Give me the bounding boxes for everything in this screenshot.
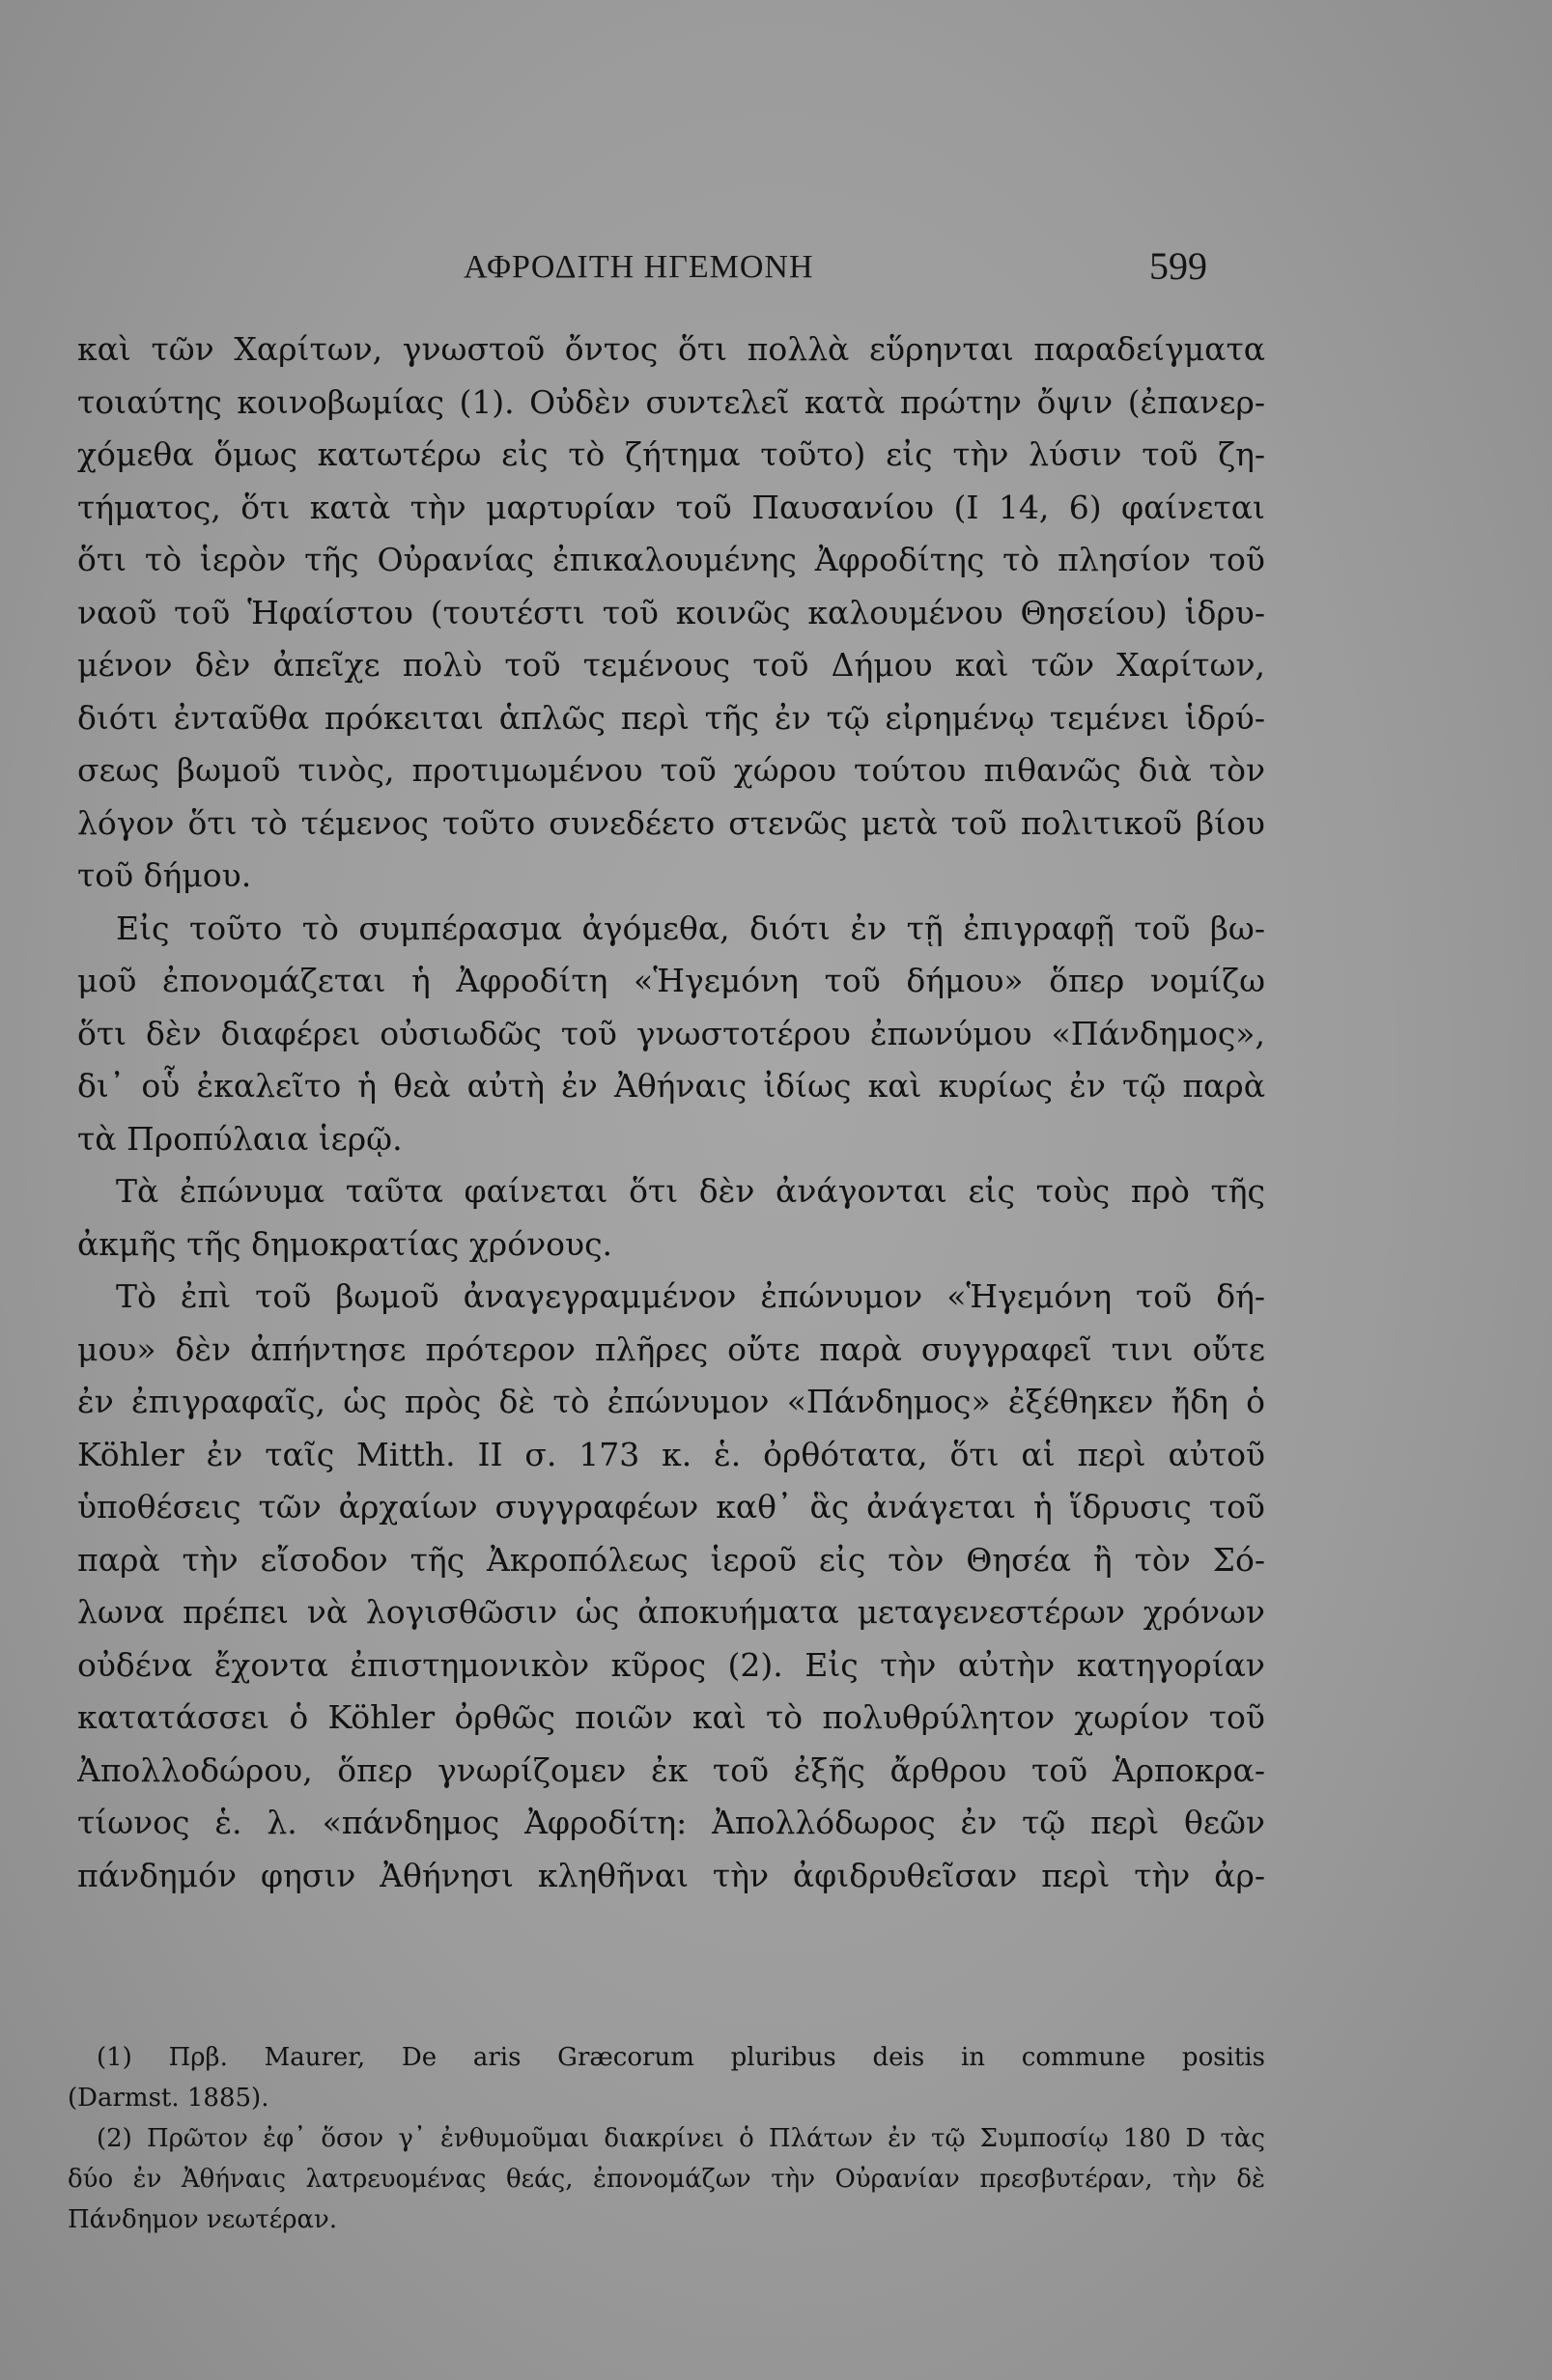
text-line bbox=[77, 1902, 1265, 1955]
text-line: ναοῦ τοῦ Ἡφαίστου (τουτέστι τοῦ κοινῶς καλουμένου Θησείου) ἱδρυ- bbox=[77, 593, 1265, 631]
text-line: τοιαύτης κοινοβωμίας (1). Οὐδὲν συντελεῖ κατὰ πρώτην ὄψιν (ἐπανερ- bbox=[77, 382, 1265, 421]
text-line: μένον δὲν ἀπεῖχε πολὺ τοῦ τεμένους τοῦ Δήμου καὶ τῶν Χαρίτων, bbox=[77, 646, 1265, 684]
text-line: λωνα πρέπει νὰ λογισθῶσιν ὡς ἀποκυήματα μεταγενεστέρων χρόνων bbox=[77, 1593, 1265, 1631]
text-line: ὅτι τὸ ἱερὸν τῆς Οὐρανίας ἐπικαλουμένης Ἀφροδίτης τὸ πλησίον τοῦ bbox=[77, 541, 1265, 578]
text-line: τίωνος ἑ. λ. «πάνδημος Ἀφροδίτη: Ἀπολλόδωρος ἐν τῷ περὶ θεῶν bbox=[77, 1804, 1265, 1841]
text-line: μοῦ ἐπονομάζεται ἡ Ἀφροδίτη «Ἡγεμόνη τοῦ δήμου» ὅπερ νομίζω bbox=[77, 962, 1265, 999]
page-header bbox=[0, 239, 1552, 297]
text-line: μου» δὲν ἀπήντησε πρότερον πλῆρες οὔτε παρὰ συγγραφεῖ τινι οὔτε bbox=[77, 1330, 1265, 1368]
text-line: πάνδημόν φησιν Ἀθήνησι κληθῆναι τὴν ἀφιδρυθεῖσαν περὶ τὴν ἀρ- bbox=[77, 1856, 1265, 1894]
page-number: 599 bbox=[1149, 244, 1207, 288]
footnote-line: (1) Πρβ. Maurer, De aris Græcorum pluribus deis in commune positis bbox=[97, 2043, 1265, 2072]
text-line: Εἰς τοῦτο τὸ συμπέρασμα ἀγόμεθα, διότι ἐν τῇ ἐπιγραφῇ τοῦ βω- bbox=[116, 909, 1265, 947]
text-line: τὰ Προπύλαια ἱερῷ. bbox=[77, 1119, 403, 1158]
text-line: παρὰ τὴν εἴσοδον τῆς Ἀκροπόλεως ἱεροῦ εἰς τὸν Θησέα ἢ τὸν Σό- bbox=[77, 1540, 1265, 1579]
text-line: καὶ τῶν Χαρίτων, γνωστοῦ ὄντος ὅτι πολλὰ εὕρηνται παραδείγματα bbox=[77, 330, 1265, 368]
text-line: διότι ἐνταῦθα πρόκειται ἁπλῶς περὶ τῆς ἐν τῷ εἰρημένῳ τεμένει ἱδρύ- bbox=[77, 698, 1265, 737]
footnotes bbox=[68, 2037, 1265, 2240]
text-line: λόγον ὅτι τὸ τέμενος τοῦτο συνεδέετο στενῶς μετὰ τοῦ πολιτικοῦ βίου bbox=[77, 803, 1265, 842]
text-line: Ἀπολλοδώρου, ὅπερ γνωρίζομεν ἐκ τοῦ ἐξῆς ἄρθρου τοῦ Ἁρποκρα- bbox=[77, 1750, 1265, 1789]
text-line: χόμεθα ὅμως κατωτέρω εἰς τὸ ζήτημα τοῦτο) εἰς τὴν λύσιν τοῦ ζη- bbox=[77, 435, 1265, 473]
text-line: Τὰ ἐπώνυμα ταῦτα φαίνεται ὅτι δὲν ἀνάγονται εἰς τοὺς πρὸ τῆς bbox=[116, 1172, 1265, 1210]
text-line: δι᾽ οὗ ἐκαλεῖτο ἡ θεὰ αὐτὴ ἐν Ἀθήναις ἰδίως καὶ κυρίως ἐν τῷ παρὰ bbox=[77, 1067, 1265, 1105]
text-line: κατατάσσει ὁ Köhler ὀρθῶς ποιῶν καὶ τὸ πολυθρύλητον χωρίον τοῦ bbox=[77, 1698, 1265, 1736]
main-text bbox=[77, 323, 1265, 1955]
footnote-line: (2) Πρῶτον ἐφ᾽ ὅσον γ᾽ ἐνθυμοῦμαι διακρίνει ὁ Πλάτων ἐν τῷ Συμποσίῳ 180 D τὰς bbox=[97, 2124, 1265, 2153]
text-line: ἐν ἐπιγραφαῖς, ὡς πρὸς δὲ τὸ ἐπώνυμον «Πάνδημος» ἐξέθηκεν ἤδη ὁ bbox=[77, 1383, 1265, 1420]
footnote-line: (Darmst. 1885). bbox=[68, 2084, 269, 2113]
text-line: ἀκμῆς τῆς δημοκρατίας χρόνους. bbox=[77, 1224, 613, 1263]
text-line: ὅτι δὲν διαφέρει οὐσιωδῶς τοῦ γνωστοτέρου ἐπωνύμου «Πάνδημος», bbox=[77, 1014, 1265, 1052]
text-line: Τὸ ἐπὶ τοῦ βωμοῦ ἀναγεγραμμένον ἐπώνυμον «Ἡγεμόνη τοῦ δή- bbox=[116, 1277, 1265, 1315]
text-line: τήματος, ὅτι κατὰ τὴν μαρτυρίαν τοῦ Παυσανίου (Ι 14, 6) φαίνεται bbox=[77, 488, 1265, 526]
text-line: οὐδένα ἔχοντα ἐπιστημονικὸν κῦρος (2). Εἰς τὴν αὐτὴν κατηγορίαν bbox=[77, 1645, 1265, 1684]
footnote-line: δύο ἐν Ἀθήναις λατρευομένας θεάς, ἐπονομάζων τὴν Οὐρανίαν πρεσβυτέραν, τὴν δὲ bbox=[68, 2165, 1265, 2194]
text-line: Köhler ἐν ταῖς Mitth. II σ. 173 κ. ἑ. ὀρθότατα, ὅτι αἱ περὶ αὐτοῦ bbox=[77, 1435, 1265, 1473]
text-line: σεως βωμοῦ τινὸς, προτιμωμένου τοῦ χώρου τούτου πιθανῶς διὰ τὸν bbox=[77, 751, 1265, 789]
running-title: ΑΦΡΟΔΙΤΗ ΗΓΕΜΟΝΗ bbox=[464, 249, 814, 285]
text-line: ὑποθέσεις τῶν ἀρχαίων συγγραφέων καθ᾽ ἃς ἀνάγεται ἡ ἵδρυσις τοῦ bbox=[77, 1488, 1265, 1526]
footnote-line: Πάνδημον νεωτέραν. bbox=[68, 2205, 338, 2234]
text-line: τοῦ δήμου. bbox=[77, 856, 252, 894]
